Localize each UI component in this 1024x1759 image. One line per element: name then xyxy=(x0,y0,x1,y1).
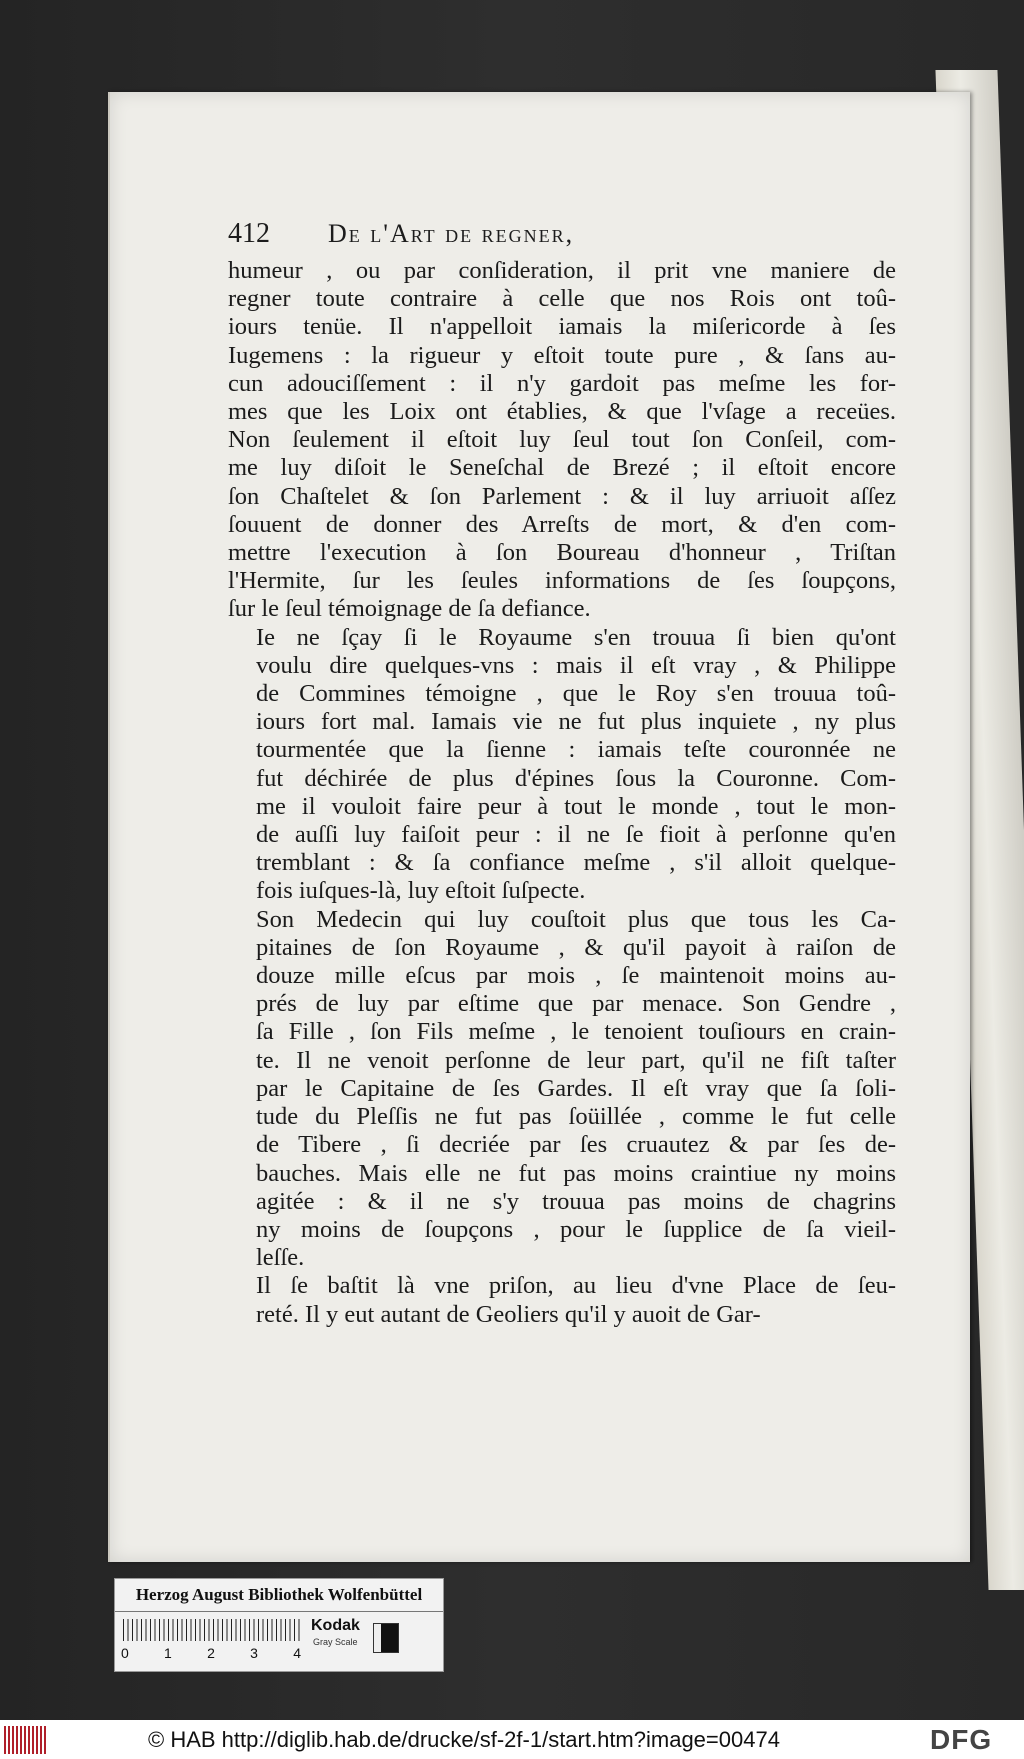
gray-scale-swatch xyxy=(373,1623,399,1653)
label-divider xyxy=(115,1611,443,1612)
text-line: ſa Fille , ſon Fils meſme , le tenoient touſiours en crain- xyxy=(256,1018,896,1046)
text-line: fut déchirée de plus d'épines ſous la Couronne. Com- xyxy=(256,764,896,792)
text-line: Ie ne ſçay ſi le Royaume s'en trouua ſi bien qu'ont xyxy=(256,623,896,651)
page-number: 412 xyxy=(228,218,270,249)
text-line: Non ſeulement il eſtoit luy ſeul tout ſon Conſeil, com- xyxy=(228,426,896,454)
ruler-numbers xyxy=(121,1645,301,1661)
text-line: Iugemens : la rigueur y eſtoit toute pure , & ſans au- xyxy=(228,341,896,369)
viewer-footer xyxy=(0,1720,1024,1759)
running-head xyxy=(228,218,788,258)
text-line: par le Capitaine de ſes Gardes. Il eſt vray que ſa ſoli- xyxy=(256,1074,896,1102)
text-line: Son Medecin qui luy couſtoit plus que tous les Ca- xyxy=(256,905,896,933)
text-line: de Tibere , ſi decriée par ſes cruautez & par ſes de- xyxy=(256,1131,896,1159)
text-line: iours tenüe. Il n'appelloit iamais la miſericorde à ſes xyxy=(228,313,896,341)
ruler-number: 4 xyxy=(293,1645,301,1661)
paragraph xyxy=(228,906,896,1273)
text-line: de auſſi luy faiſoit peur : il ne ſe fioit à perſonne qu'en xyxy=(256,821,896,849)
text-line: ſur le ſeul témoignage de ſa defiance. xyxy=(228,595,591,623)
text-line: iours fort mal. Iamais vie ne fut plus inquiete , ny plus xyxy=(256,708,896,736)
paragraph xyxy=(228,1272,896,1328)
text-line: l'Hermite, ſur les ſeules informations de ſes ſoupçons, xyxy=(228,567,896,595)
scale-ruler xyxy=(123,1619,301,1641)
text-line: ſouuent de donner des Arreſts de mort, & d'en com- xyxy=(228,510,896,538)
library-name: Herzog August Bibliothek Wolfenbüttel xyxy=(135,1585,423,1604)
text-line: regner toute contraire à celle que nos Rois ont toû- xyxy=(228,285,896,313)
body-text xyxy=(228,257,896,1329)
text-line: mes que les Loix ont établies, & que l'vſage a receües. xyxy=(228,398,896,426)
text-line: tremblant : & ſa confiance meſme , s'il alloit quelque- xyxy=(256,849,896,877)
kodak-logo: Kodak xyxy=(311,1617,360,1634)
running-title: De l'Art de regner, xyxy=(328,219,575,248)
text-line: ny moins de ſoupçons , pour le ſupplice de ſa vieil- xyxy=(256,1215,896,1243)
text-line: douze mille eſcus par mois , ſe maintenoit moins au- xyxy=(256,962,896,990)
text-line: de Commines témoigne , que le Roy s'en trouua toû- xyxy=(256,680,896,708)
text-line: bauches. Mais elle ne fut pas moins craintiue ny moins xyxy=(256,1159,896,1187)
text-line: voulu dire quelques-vns : mais il eſt vray , & Philippe xyxy=(256,651,896,679)
text-line: pitaines de ſon Royaume , & qu'il payoit à raiſon de xyxy=(256,933,896,961)
text-line: tourmentée que la ſienne : iamais teſte couronnée ne xyxy=(256,736,896,764)
text-line: reté. Il y eut autant de Geoliers qu'il y auoit de Gar- xyxy=(256,1300,761,1328)
gray-scale-label: Gray Scale xyxy=(313,1637,358,1647)
ruler-number: 1 xyxy=(164,1645,172,1661)
text-line: tude du Pleſſis ne fut pas ſoüillée , comme le fut celle xyxy=(256,1103,896,1131)
source-url-link[interactable]: © HAB http://diglib.hab.de/drucke/sf-2f-1/start.htm?image=00474 xyxy=(148,1727,780,1752)
text-line: fois iuſques-là, luy eſtoit ſuſpecte. xyxy=(256,877,586,905)
library-color-chart-label xyxy=(114,1578,444,1672)
paragraph xyxy=(228,257,896,624)
text-line: leſſe. xyxy=(256,1244,305,1272)
text-line: Il ſe baſtit là vne priſon, au lieu d'vne Place de ſeu- xyxy=(256,1272,896,1300)
text-line: te. Il ne venoit perſonne de leur part, qu'il ne fiſt taſter xyxy=(256,1046,896,1074)
text-line: agitée : & il ne s'y trouua pas moins de chagrins xyxy=(256,1187,896,1215)
text-line: me luy diſoit le Seneſchal de Brezé ; il eſtoit encore xyxy=(228,454,896,482)
paragraph xyxy=(228,624,896,906)
text-line: mettre l'execution à ſon Boureau d'honneur , Triſtan xyxy=(228,539,896,567)
text-line: prés de luy par eſtime que par menace. Son Gendre , xyxy=(256,990,896,1018)
ruler-number: 3 xyxy=(250,1645,258,1661)
hab-barcode-logo-icon xyxy=(4,1726,46,1754)
dfg-logo: DFG xyxy=(930,1724,993,1755)
text-line: me il vouloit faire peur à tout le monde , tout le mon- xyxy=(256,792,896,820)
text-line: cun adouciſſement : il n'y gardoit pas meſme les for- xyxy=(228,369,896,397)
ruler-number: 0 xyxy=(121,1645,129,1661)
text-line: ſon Chaſtelet & ſon Parlement : & il luy arriuoit aſſez xyxy=(228,482,896,510)
text-line: humeur , ou par conſideration, il prit vne maniere de xyxy=(228,257,896,284)
ruler-number: 2 xyxy=(207,1645,215,1661)
